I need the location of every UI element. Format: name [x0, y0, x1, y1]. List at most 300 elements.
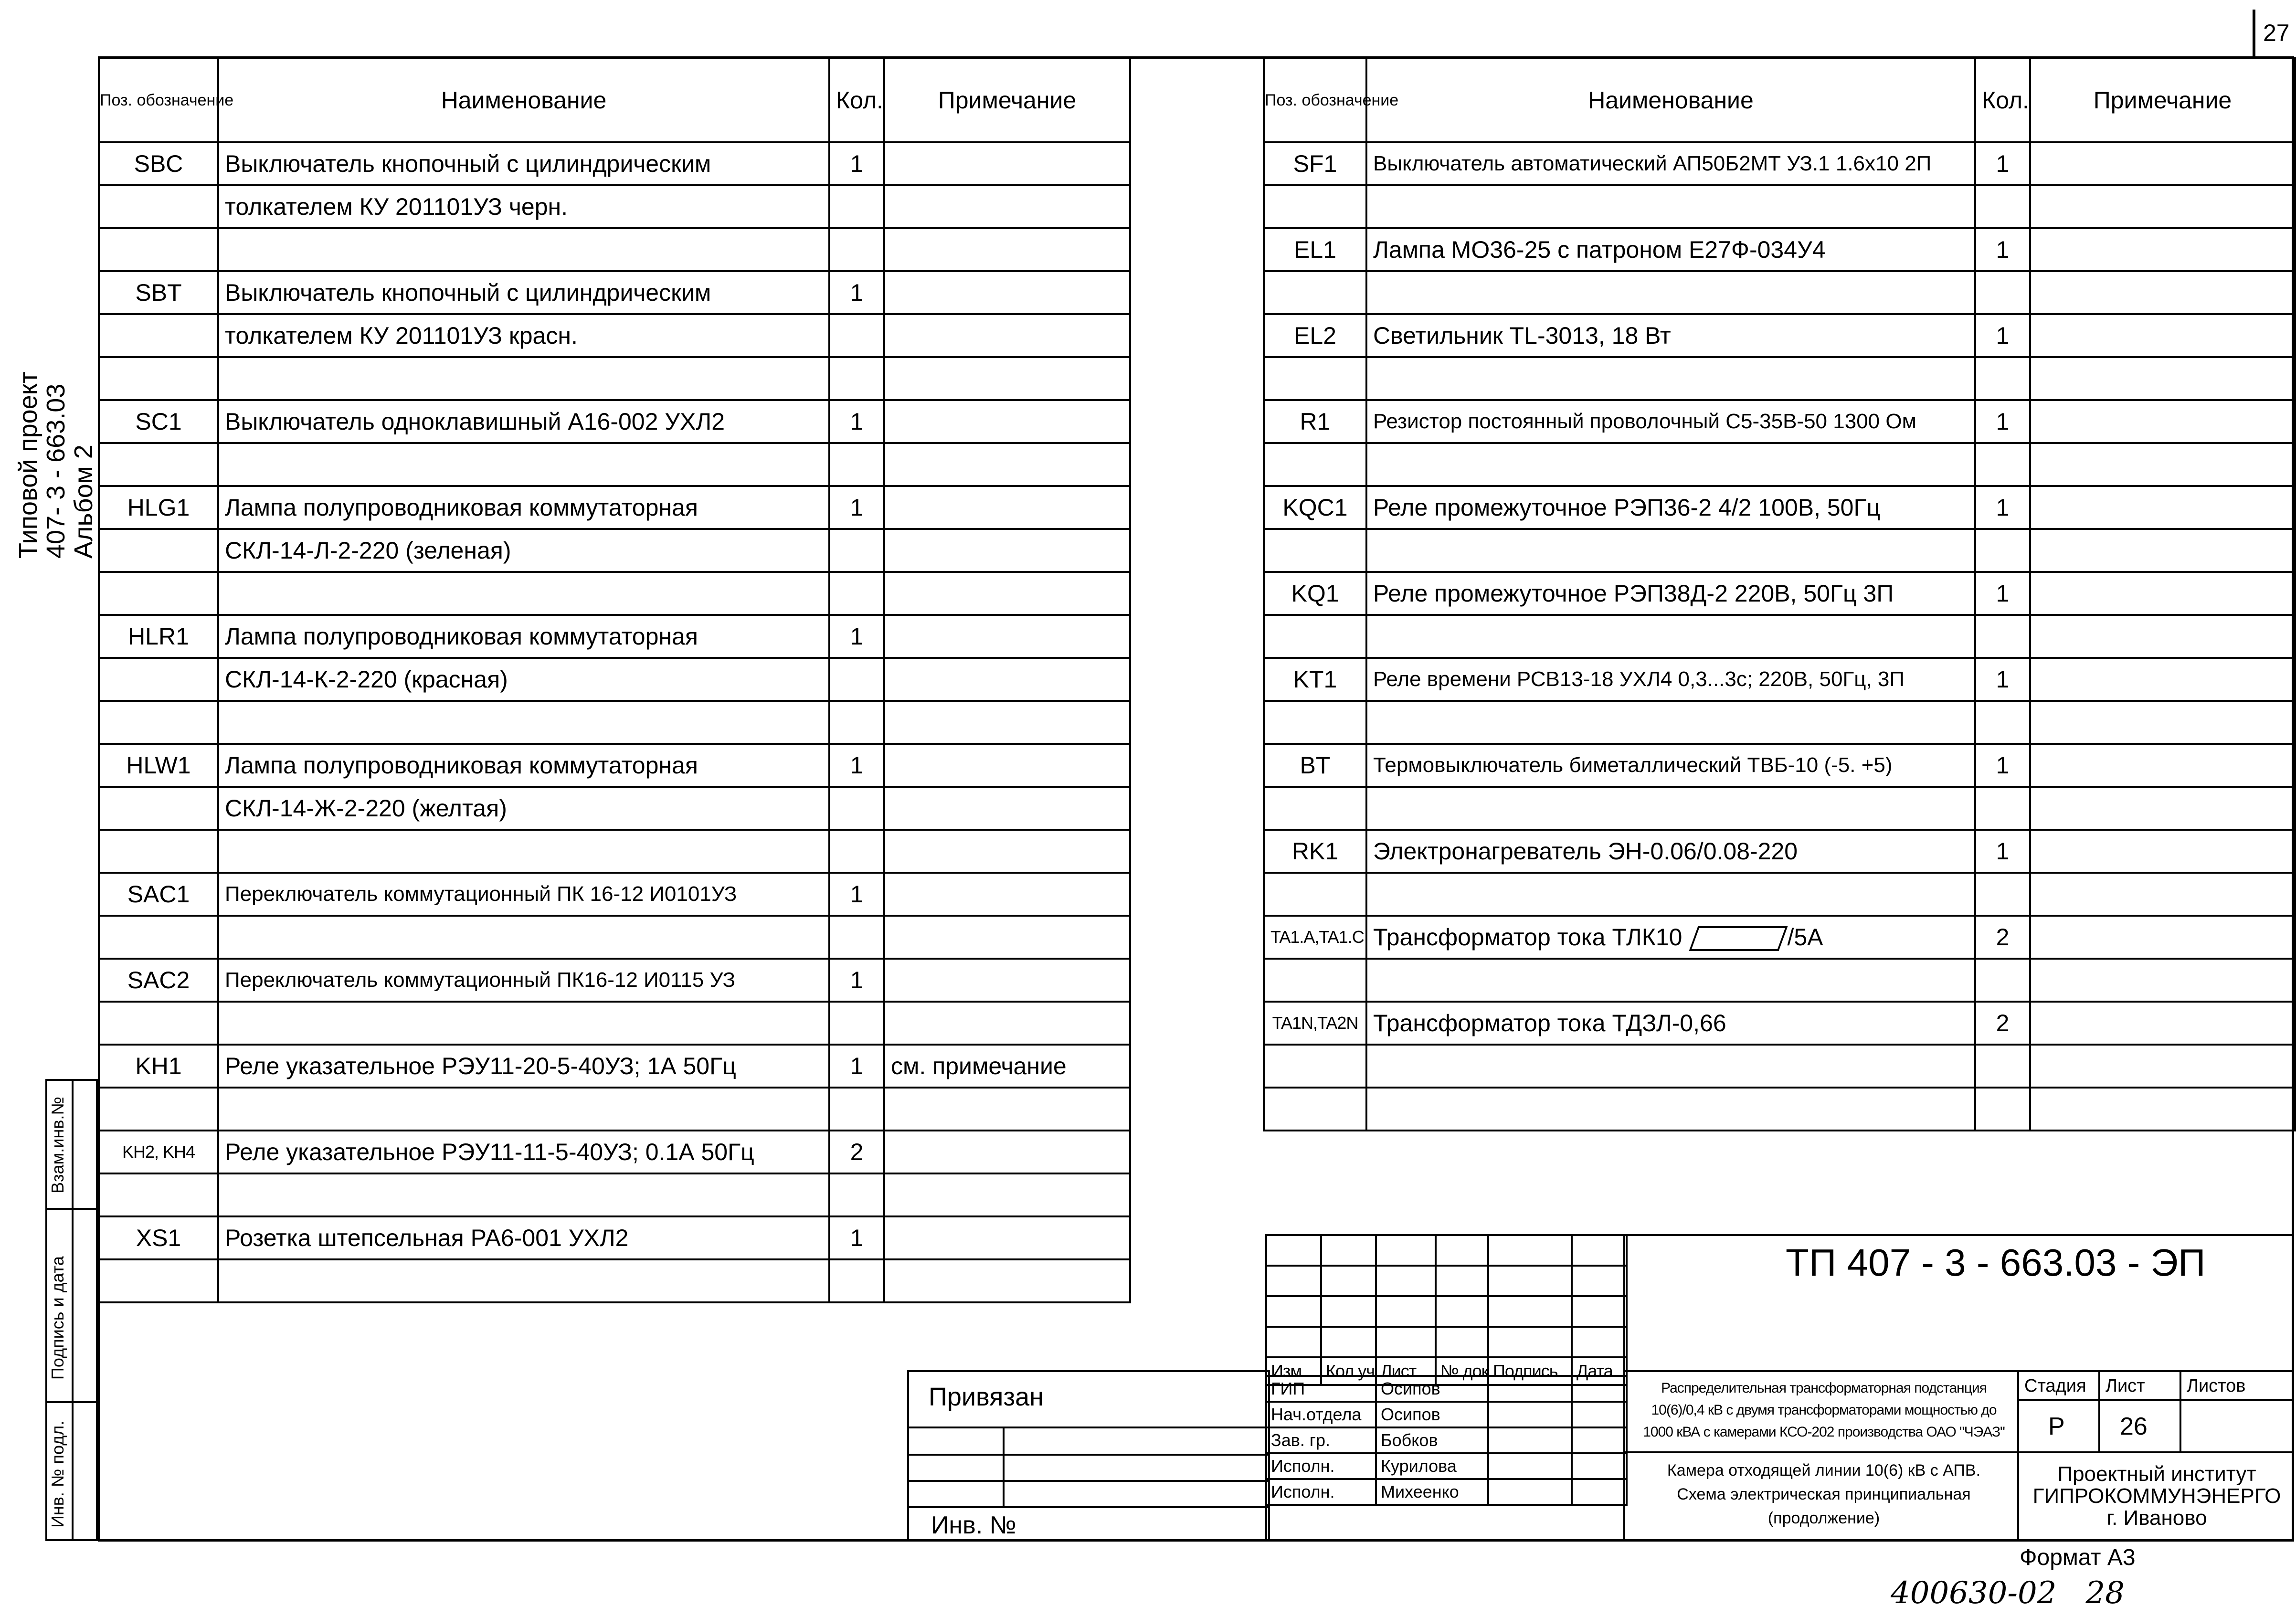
cell-qty: 1 [829, 486, 884, 529]
cell-pos: TA1.A,TA1.C [1264, 916, 1366, 959]
table-row [1264, 400, 2295, 443]
cell-pos: SAC1 [99, 873, 218, 916]
stamp-line-1 [45, 1208, 98, 1210]
cell-note [2030, 701, 2295, 744]
table-row [99, 529, 1130, 572]
cell-name: Реле времени РСВ13-18 УХЛ4 0,3...3с; 220В, 50Гц, 3П [1366, 658, 1975, 701]
cell-name: СКЛ-14-Ж-2-220 (желтая) [218, 787, 829, 830]
cell-name [1366, 916, 1975, 959]
cell-note [2030, 185, 2295, 228]
cell-pos [99, 658, 218, 701]
cell-note [2030, 1002, 2295, 1045]
stamp-podpis: Подпись и дата [48, 1256, 67, 1380]
cell-qty [829, 701, 884, 744]
cell-note [2030, 744, 2295, 787]
cell-pos: XS1 [99, 1216, 218, 1259]
cell-note [884, 1173, 1130, 1216]
cell-qty: 1 [829, 1216, 884, 1259]
privyazan-line4 [907, 1506, 1270, 1508]
cell-qty [829, 185, 884, 228]
table-row [99, 701, 1130, 744]
table-row [99, 185, 1130, 228]
stamp-inv-podl: Инв. № подл. [48, 1420, 67, 1528]
cell-note [2030, 658, 2295, 701]
cell-qty [829, 529, 884, 572]
cell-qty: 1 [1975, 486, 2030, 529]
cell-qty: 1 [1975, 142, 2030, 185]
cell-note [884, 658, 1130, 701]
cell-qty [829, 314, 884, 357]
cell-qty: 1 [829, 615, 884, 658]
cell-name [1366, 443, 1975, 486]
cell-note [884, 1216, 1130, 1259]
title-code: ТП 407 - 3 - 663.03 - ЭП [1786, 1241, 2206, 1284]
sheet-value: 26 [2120, 1413, 2148, 1440]
role-row [1266, 1479, 1627, 1505]
role-cell-role: Зав. гр. [1266, 1427, 1376, 1453]
cell-pos [1264, 615, 1366, 658]
header-pos: Поз. обозначение [99, 58, 218, 142]
table-row [1264, 830, 2295, 873]
cell-qty [1975, 787, 2030, 830]
table-row [99, 744, 1130, 787]
table-row [99, 658, 1130, 701]
cell-qty [1975, 615, 2030, 658]
cell-name [218, 572, 829, 615]
cell-note [884, 1002, 1130, 1045]
table-row [1264, 916, 2295, 959]
cell-note [2030, 357, 2295, 400]
cell-name [1366, 787, 1975, 830]
table-row [1264, 1088, 2295, 1131]
table-row [99, 1131, 1130, 1173]
left-spec-table [98, 57, 1131, 1303]
cell-note: см. примечание [884, 1045, 1130, 1088]
cell-qty [829, 787, 884, 830]
table-row [1264, 314, 2295, 357]
cell-qty: 1 [829, 744, 884, 787]
table-row [1264, 1002, 2295, 1045]
role-cell-role: Нач.отдела [1266, 1402, 1376, 1427]
role-cell-date [1572, 1427, 1627, 1453]
cell-name: Розетка штепсельная РА6-001 УХЛ2 [218, 1216, 829, 1259]
cell-qty [1975, 185, 2030, 228]
header-note: Примечание [2030, 58, 2295, 142]
cell-note [884, 443, 1130, 486]
cell-name [218, 228, 829, 271]
cell-pos: SF1 [1264, 142, 1366, 185]
cell-name [1366, 1045, 1975, 1088]
cell-name [1366, 271, 1975, 314]
format-label: Формат А3 [2020, 1545, 2136, 1570]
privyazan-line1 [907, 1427, 1270, 1428]
role-cell-name: Осипов [1376, 1376, 1488, 1402]
cell-pos [99, 314, 218, 357]
page-number-divider [2253, 10, 2255, 57]
cell-pos [99, 787, 218, 830]
org-line2: ГИПРОКОММУНЭНЕРГО [2032, 1484, 2281, 1508]
table-row [99, 357, 1130, 400]
cell-qty: 2 [1975, 916, 2030, 959]
cell-pos [1264, 529, 1366, 572]
cell-qty: 1 [1975, 830, 2030, 873]
cell-name [218, 357, 829, 400]
cell-name [1366, 615, 1975, 658]
table-row [1264, 357, 2295, 400]
cell-pos [1264, 1088, 1366, 1131]
cell-name [218, 443, 829, 486]
cell-pos: HLR1 [99, 615, 218, 658]
table-row [99, 615, 1130, 658]
col-ndoc: № док. [1436, 1357, 1488, 1385]
cell-note [2030, 959, 2295, 1002]
cell-name: Выключатель кнопочный с цилиндрическим [218, 271, 829, 314]
table-row [1264, 959, 2295, 1002]
table-row [1264, 271, 2295, 314]
privyazan-line2 [907, 1454, 1270, 1456]
cell-pos: SBT [99, 271, 218, 314]
cell-qty: 1 [1975, 572, 2030, 615]
cell-qty [829, 658, 884, 701]
table-row [99, 486, 1130, 529]
cell-note [2030, 572, 2295, 615]
cell-qty [1975, 873, 2030, 916]
table-row [99, 572, 1130, 615]
cell-pos [1264, 185, 1366, 228]
cell-qty [829, 1259, 884, 1302]
role-cell-role: Исполн. [1266, 1479, 1376, 1505]
table-row [99, 787, 1130, 830]
org-line1: Проектный институт [2057, 1462, 2256, 1486]
cell-pos [99, 443, 218, 486]
cell-name [1366, 1088, 1975, 1131]
cell-note [2030, 1088, 2295, 1131]
cell-name: Реле указательное РЭУ11-20-5-40УЗ; 1А 50Гц [218, 1045, 829, 1088]
table-row [1264, 744, 2295, 787]
role-cell-name: Бобков [1376, 1427, 1488, 1453]
table-row [1264, 701, 2295, 744]
cell-note [2030, 916, 2295, 959]
header-note: Примечание [884, 58, 1130, 142]
table-row [1264, 615, 2295, 658]
cell-pos [99, 1259, 218, 1302]
table-row [99, 228, 1130, 271]
stamp-divider [72, 1079, 74, 1541]
table-row [99, 271, 1130, 314]
cell-qty: 1 [1975, 314, 2030, 357]
cell-pos: KH1 [99, 1045, 218, 1088]
cell-pos [99, 701, 218, 744]
cell-name: Реле промежуточное РЭП38Д-2 220В, 50Гц 3П [1366, 572, 1975, 615]
header-qty: Кол. [1975, 58, 2030, 142]
cell-name: толкателем КУ 201101УЗ красн. [218, 314, 829, 357]
cell-pos: SC1 [99, 400, 218, 443]
cell-qty [829, 1088, 884, 1131]
cell-qty [1975, 1045, 2030, 1088]
cell-pos [99, 1173, 218, 1216]
cell-pos [1264, 1045, 1366, 1088]
table-row [1264, 142, 2295, 185]
table-row [99, 1088, 1130, 1131]
table-row [99, 1173, 1130, 1216]
cell-qty: 1 [829, 1045, 884, 1088]
cell-note [884, 400, 1130, 443]
table-row [99, 443, 1130, 486]
cell-note [884, 916, 1130, 959]
title-vertical-divider [1623, 1234, 1625, 1541]
table-row [99, 1216, 1130, 1259]
cell-name: СКЛ-14-Л-2-220 (зеленая) [218, 529, 829, 572]
role-cell-name: Курилова [1376, 1453, 1488, 1479]
cell-note [2030, 873, 2295, 916]
cell-name: толкателем КУ 201101УЗ черн. [218, 185, 829, 228]
cell-qty: 2 [1975, 1002, 2030, 1045]
cell-qty: 2 [829, 1131, 884, 1173]
role-cell-date [1572, 1479, 1627, 1505]
table-row [1264, 228, 2295, 271]
cell-name [218, 830, 829, 873]
cell-pos [1264, 959, 1366, 1002]
cell-name: Термовыключатель биметаллический ТВБ-10 (-5. +5) [1366, 744, 1975, 787]
cell-note [2030, 271, 2295, 314]
table-row [1264, 873, 2295, 916]
cell-pos [99, 228, 218, 271]
desc-divider [1623, 1451, 2294, 1453]
table-row [99, 873, 1130, 916]
cell-pos [99, 572, 218, 615]
cell-qty [829, 916, 884, 959]
table-row [99, 142, 1130, 185]
cell-note [2030, 1045, 2295, 1088]
handwritten-number: 400630-02 28 [1891, 1575, 2125, 1611]
role-cell-name: Осипов [1376, 1402, 1488, 1427]
cell-note [884, 615, 1130, 658]
cell-qty: 1 [1975, 228, 2030, 271]
sheet-label: Лист [2106, 1376, 2145, 1396]
title-stamp-grid [1265, 1234, 1628, 1386]
side-label-line2: 407- 3 - 663.03 [42, 383, 70, 559]
table-row [99, 959, 1130, 1002]
description-2-line2: Схема электрическая принципиальная [1677, 1485, 1971, 1503]
sheets-label: Листов [2187, 1376, 2246, 1396]
cell-pos [99, 529, 218, 572]
cell-note [884, 744, 1130, 787]
cell-note [2030, 615, 2295, 658]
title-roles-grid [1265, 1375, 1628, 1506]
cell-note [884, 529, 1130, 572]
cell-qty: 1 [1975, 658, 2030, 701]
cell-qty: 1 [829, 142, 884, 185]
page-number: 27 [2263, 20, 2290, 46]
cell-qty [829, 830, 884, 873]
role-row [1266, 1453, 1627, 1479]
stage-value: Р [2048, 1413, 2065, 1440]
stage-col-2 [2180, 1370, 2181, 1451]
org-line3: г. Иваново [2106, 1506, 2207, 1530]
cell-pos: EL2 [1264, 314, 1366, 357]
cell-note [2030, 443, 2295, 486]
cell-qty [829, 357, 884, 400]
table-row [1264, 529, 2295, 572]
description-1-line3: 1000 кВА с камерами КСО-202 производства ОАО "ЧЭАЗ" [1643, 1424, 2005, 1440]
cell-note [884, 787, 1130, 830]
cell-pos: SAC2 [99, 959, 218, 1002]
cell-note [884, 701, 1130, 744]
role-cell-date [1572, 1453, 1627, 1479]
header-pos: Поз. обозначение [1264, 58, 1366, 142]
cell-name: Выключатель автоматический АП50Б2МТ УЗ.1 1.6х10 2П [1366, 142, 1975, 185]
side-label-line3: Альбом 2 [69, 444, 98, 559]
cell-name: СКЛ-14-К-2-220 (красная) [218, 658, 829, 701]
description-2-line3: (продолжение) [1767, 1509, 1880, 1527]
cell-note [884, 357, 1130, 400]
cell-qty [1975, 701, 2030, 744]
cell-note [884, 314, 1130, 357]
cell-pos: R1 [1264, 400, 1366, 443]
side-label-line1: Типовой проект [14, 371, 42, 559]
cell-name [218, 916, 829, 959]
cell-pos: RK1 [1264, 830, 1366, 873]
cell-note [884, 142, 1130, 185]
cell-note [2030, 787, 2295, 830]
cell-pos: KT1 [1264, 658, 1366, 701]
table-row [99, 400, 1130, 443]
cell-name [218, 1173, 829, 1216]
cell-note [2030, 314, 2295, 357]
cell-name: Светильник TL-3013, 18 Вт [1366, 314, 1975, 357]
col-list: Лист [1376, 1357, 1436, 1385]
cell-qty [1975, 443, 2030, 486]
cell-qty [829, 228, 884, 271]
privyazan-line3 [907, 1480, 1270, 1482]
cell-qty: 1 [829, 271, 884, 314]
description-2-line1: Камера отходящей линии 10(6) кВ с АПВ. [1667, 1461, 1981, 1480]
cell-pos: SBC [99, 142, 218, 185]
name-suffix: /5А [1787, 923, 1823, 951]
table-row [1264, 486, 2295, 529]
cell-name: Переключатель коммутационный ПК16-12 И0115 УЗ [218, 959, 829, 1002]
cell-qty: 1 [829, 400, 884, 443]
table-row [1264, 185, 2295, 228]
description-1 [1628, 1377, 2020, 1443]
cell-pos: KQC1 [1264, 486, 1366, 529]
cell-note [884, 271, 1130, 314]
cell-name: Лампа МО36-25 с патроном Е27Ф-034У4 [1366, 228, 1975, 271]
cell-pos [1264, 271, 1366, 314]
name-text: Трансформатор тока ТЛК10 [1373, 923, 1682, 951]
table-row [99, 1002, 1130, 1045]
code-bottom-line [1623, 1370, 2294, 1372]
cell-name: Выключатель одноклавишный А16-002 УХЛ2 [218, 400, 829, 443]
cell-note [884, 1131, 1130, 1173]
table-row [99, 1259, 1130, 1302]
privyazan-divider [1003, 1427, 1005, 1506]
cell-pos: TA1N,TA2N [1264, 1002, 1366, 1045]
cell-pos: EL1 [1264, 228, 1366, 271]
cell-name: Лампа полупроводниковая коммутаторная [218, 615, 829, 658]
cell-pos [99, 1088, 218, 1131]
cell-note [884, 959, 1130, 1002]
privyazan-label: Привязан [929, 1383, 1044, 1411]
cell-pos [99, 830, 218, 873]
cell-qty [1975, 959, 2030, 1002]
col-podpis: Подпись [1488, 1357, 1572, 1385]
side-label [14, 371, 97, 559]
header-name: Наименование [1366, 58, 1975, 142]
blank-field-box [1689, 926, 1788, 951]
cell-name [1366, 959, 1975, 1002]
cell-note [2030, 400, 2295, 443]
cell-name: Электронагреватель ЭН-0.06/0.08-220 [1366, 830, 1975, 873]
cell-pos [1264, 357, 1366, 400]
cell-name: Трансформатор тока ТДЗЛ-0,66 [1366, 1002, 1975, 1045]
cell-name: Лампа полупроводниковая коммутаторная [218, 744, 829, 787]
stage-row-line [2017, 1399, 2294, 1401]
organization [2020, 1463, 2294, 1529]
cell-pos: HLG1 [99, 486, 218, 529]
cell-qty: 1 [829, 959, 884, 1002]
role-cell-date [1572, 1402, 1627, 1427]
cell-note [884, 228, 1130, 271]
table-row [1264, 658, 2295, 701]
cell-pos [99, 357, 218, 400]
table-row [1264, 572, 2295, 615]
cell-pos: HLW1 [99, 744, 218, 787]
cell-note [884, 830, 1130, 873]
cell-qty [1975, 271, 2030, 314]
role-cell-date [1572, 1376, 1627, 1402]
cell-name [1366, 529, 1975, 572]
cell-name [1366, 357, 1975, 400]
cell-qty [1975, 1088, 2030, 1131]
cell-qty [1975, 529, 2030, 572]
cell-name [218, 1259, 829, 1302]
cell-pos [99, 185, 218, 228]
stamp-vzam: Взам.инв.№ [48, 1096, 67, 1194]
col-data: Дата [1572, 1357, 1627, 1385]
cell-name: Реле промежуточное РЭП36-2 4/2 100В, 50Гц [1366, 486, 1975, 529]
description-1-line2: 10(6)/0,4 кВ с двумя трансформаторами мощностью до [1651, 1402, 1997, 1418]
role-cell-name: Михеенко [1376, 1479, 1488, 1505]
cell-note [2030, 830, 2295, 873]
cell-note [884, 1259, 1130, 1302]
cell-qty [1975, 357, 2030, 400]
table-row [1264, 1045, 2295, 1088]
role-cell-role: ГИП [1266, 1376, 1376, 1402]
col-koluch: Кол.уч. [1321, 1357, 1376, 1385]
header-qty: Кол. [829, 58, 884, 142]
cell-qty: 1 [829, 873, 884, 916]
role-row [1266, 1402, 1627, 1427]
right-spec-table [1263, 57, 2296, 1131]
header-name: Наименование [218, 58, 829, 142]
col-izm: Изм. [1266, 1357, 1321, 1385]
cell-name: Реле указательное РЭУ11-11-5-40УЗ; 0.1А 50Гц [218, 1131, 829, 1173]
cell-pos [1264, 701, 1366, 744]
stage-col-1 [2098, 1370, 2100, 1451]
stamp-line-2 [45, 1401, 98, 1403]
cell-name [1366, 701, 1975, 744]
cell-qty [829, 443, 884, 486]
table-row [99, 830, 1130, 873]
table-row [1264, 787, 2295, 830]
cell-qty [829, 1173, 884, 1216]
cell-note [2030, 529, 2295, 572]
cell-name [218, 1002, 829, 1045]
privyazan-inv: Инв. № [931, 1511, 1016, 1539]
role-cell-sig [1488, 1453, 1572, 1479]
table-row [1264, 443, 2295, 486]
